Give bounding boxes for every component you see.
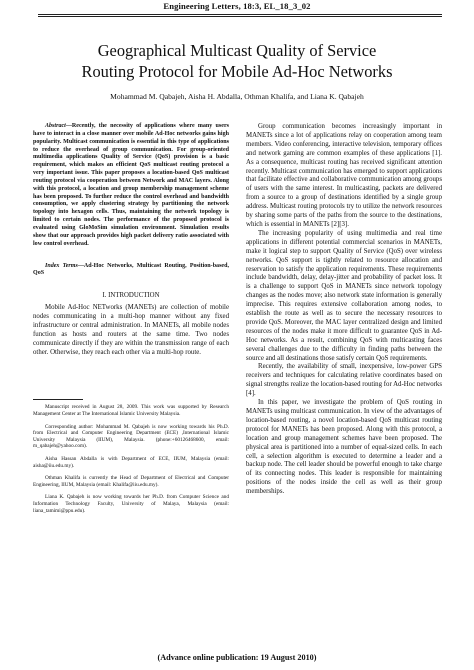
abstract-text: —Recently, the necessity of applications where many users have to interact in a close manner over mobile Ad-Hoc networks gains high popularity. Multicast communication is essential in this type of applications to reduce the overhead of group communication. For group-oriented multimedia applications Quality of Service (QoS) provision is a basic requirement, which makes an efficient QoS multicast routing protocol a very important issue. This paper proposes a location-based QoS multicast routing protocol via cooperation between Network and MAC layers. Along with this protocol, a location and group membership management scheme has been proposed. To further reduce the control overhead and bandwidth consumption, we apply clustering strategy by partitioning the network topology into hexagon cells. Thus, maintaining the network topology is limited to certain nodes. The performance of the proposed protocol is evaluated using GloMoSim simulation environment. Simulation results show that our approach provides high packet delivery ratio associated with low control overhead. bbox=[33, 123, 229, 247]
left-column bbox=[33, 123, 229, 520]
abstract-lead: Abstract bbox=[45, 123, 66, 129]
publication-footer: (Advance online publication: 19 August 2010) bbox=[157, 653, 317, 662]
author-list: Mohammad M. Qabajeh, Aisha H. Abdalla, Othman Khalifa, and Liana K. Qabajeh bbox=[110, 92, 364, 101]
footnote-aisha: Aisha Hassan Abdalla is with Department of ECE, IIUM, Malaysia (email: aisha@iiu.edu.my). bbox=[33, 456, 229, 469]
header-rule-top bbox=[38, 14, 442, 15]
footnote-liana: Liana K. Qabajeh is now working towards her Ph.D. from Computer Science and Information Technology Faculty, University of Malaya, Malaysia (email: liana_tamimi@ppu.edu). bbox=[33, 494, 229, 514]
index-terms bbox=[33, 263, 229, 279]
footnote-othman: Othman Khalifa is currently the Head of Department of Electrical and Computer Engineering, IIUM, Malaysia (email: Khalifa@iiu.edu.my). bbox=[33, 475, 229, 488]
index-terms-text: —Ad-Hoc Networks, Multicast Routing, Position-based, QoS bbox=[33, 262, 229, 277]
right-paragraph-1: Group communication becomes increasingly important in MANETs since a lot of applications relay on cooperation among team members. Video conferencing, interactive television, temporary offices and network gaming are common examples of these applications [1]. As a consequence, multicast routing has received significant attention recently. Multicast communication has emerged to support applications that facilitate effective and collaborative communication among groups of users with the same interest. In multicasting, packets are delivered from a source to a group of destinations identified by a single group address. Multicast routing protocols try to utilize the network resources by sharing some parts of the paths from the source to the destinations, which is essential in MANETs [2][3]. bbox=[246, 123, 442, 228]
footnote-corresponding-author: Corresponding author: Mohammad M. Qabajeh is now working towards his Ph.D. from Electrical and Computer Engineering Department (ECE) ,International Islamic University Malaysia (IIUM), Malaysia. (phone:+60126468600, email: m_qabajeh@yahoo.com). bbox=[33, 423, 229, 450]
right-paragraph-3: Recently, the availability of small, inexpensive, low-power GPS receivers and techniques for calculating relative coordinates based on signal strengths realize the location-based routing for Ad-Hoc networks [4]. bbox=[246, 363, 442, 398]
abstract bbox=[33, 123, 229, 249]
journal-citation: Engineering Letters, 18:3, EL_18_3_02 bbox=[163, 1, 311, 11]
footnote-manuscript: Manuscript received in August 28, 2009. This work was supported by Research Management Center at The International Islamic University Malaysia. bbox=[33, 404, 229, 418]
running-header bbox=[0, 0, 474, 14]
right-paragraph-2: The increasing popularity of using multimedia and real time applications in different potential commercial scenarios in MANETs, make it logical step to support Quality of Service (QoS) over wireless networks. QoS support is tightly related to resource allocation and reservation to satisfy the application requirements. These requirements include bandwidth, delay, delay-jitter and probability of packet loss. It is a challenge to support QoS in MANETs since network topology changes as the nodes move; also network state information is generally imprecise. This requires extensive collaboration among nodes, to establish the route as well as to secure the necessary resources to provide QoS. Moreover, the MAC layer centralized design and limited resources of the nodes make it more difficult to guarantee QoS in Ad-Hoc networks. As a result, combining QoS with multicasting faces several challenges due to the difficulty in finding paths between the source and all destinations those satisfy certain QoS requirements. bbox=[246, 229, 442, 362]
section-heading-introduction: I. INTRODUCTION bbox=[102, 292, 160, 300]
right-paragraph-4: In this paper, we investigate the problem of QoS routing in MANETs using multicast communication. In view of the advantages of location-based routing, a novel location-based QoS multicast routing protocol for MANETs has been proposed. Along with this protocol, a location and group management schemes have been proposed. The physical area is partitioned into a number of equal-sized cells. In each cell, a selection algorithm is executed to determine a leader and a backup node. The cell leader should be powerful enough to take charge of its connecting nodes. This leader is responsible for maintaining positions of the nodes inside the cell as well as their group memberships. bbox=[246, 399, 442, 496]
title-line-2: Routing Protocol for Mobile Ad-Hoc Networks bbox=[81, 62, 393, 81]
title-line-1: Geographical Multicast Quality of Service bbox=[97, 41, 377, 60]
index-terms-lead: Index Terms bbox=[45, 262, 78, 269]
right-column bbox=[246, 123, 442, 497]
paper-title bbox=[20, 40, 454, 82]
intro-paragraph-1: Mobile Ad-Hoc NETworks (MANETs) are collection of mobile nodes communicating in a multi-hop manner without any fixed infrastructure or central administration. In MANETs, all mobile nodes function as hosts and routers at the same time. Two nodes communicate directly if they are within the transmission range of each other. Otherwise, they reach each other via a multi-hop route. bbox=[33, 304, 229, 356]
footnote-rule bbox=[33, 399, 83, 400]
header-rule-bottom bbox=[38, 16, 442, 17]
